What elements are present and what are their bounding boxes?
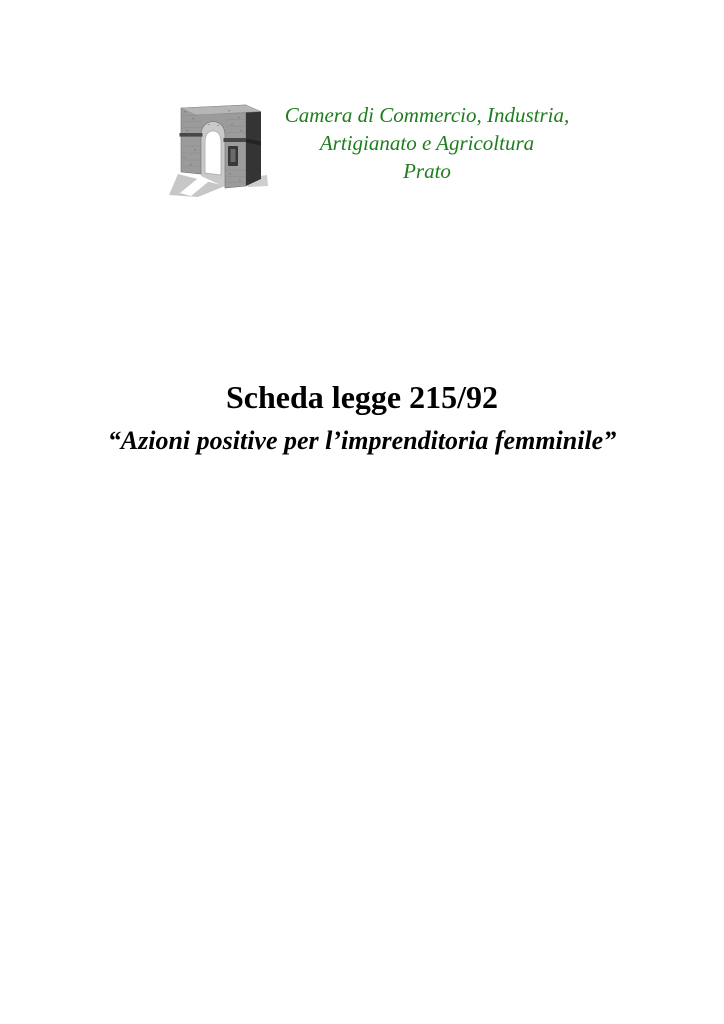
document-title: Scheda legge 215/92: [226, 379, 498, 415]
document-subtitle: “Azioni positive per l’imprenditoria femminile”: [107, 426, 617, 455]
prato-gate-logo-icon: [168, 96, 272, 200]
logo-side-face: [246, 105, 261, 186]
logo-inner-arch: [205, 131, 221, 175]
org-line-1: Camera di Commercio, Industria,: [284, 103, 570, 127]
org-line-2: Artigianato e Agricoltura: [319, 131, 535, 155]
logo-plaque-inner: [231, 149, 236, 162]
org-name-block: [277, 101, 577, 185]
logo-right-molding: [224, 138, 248, 142]
logo-left-molding: [180, 133, 203, 137]
org-line-3: Prato: [403, 159, 451, 183]
